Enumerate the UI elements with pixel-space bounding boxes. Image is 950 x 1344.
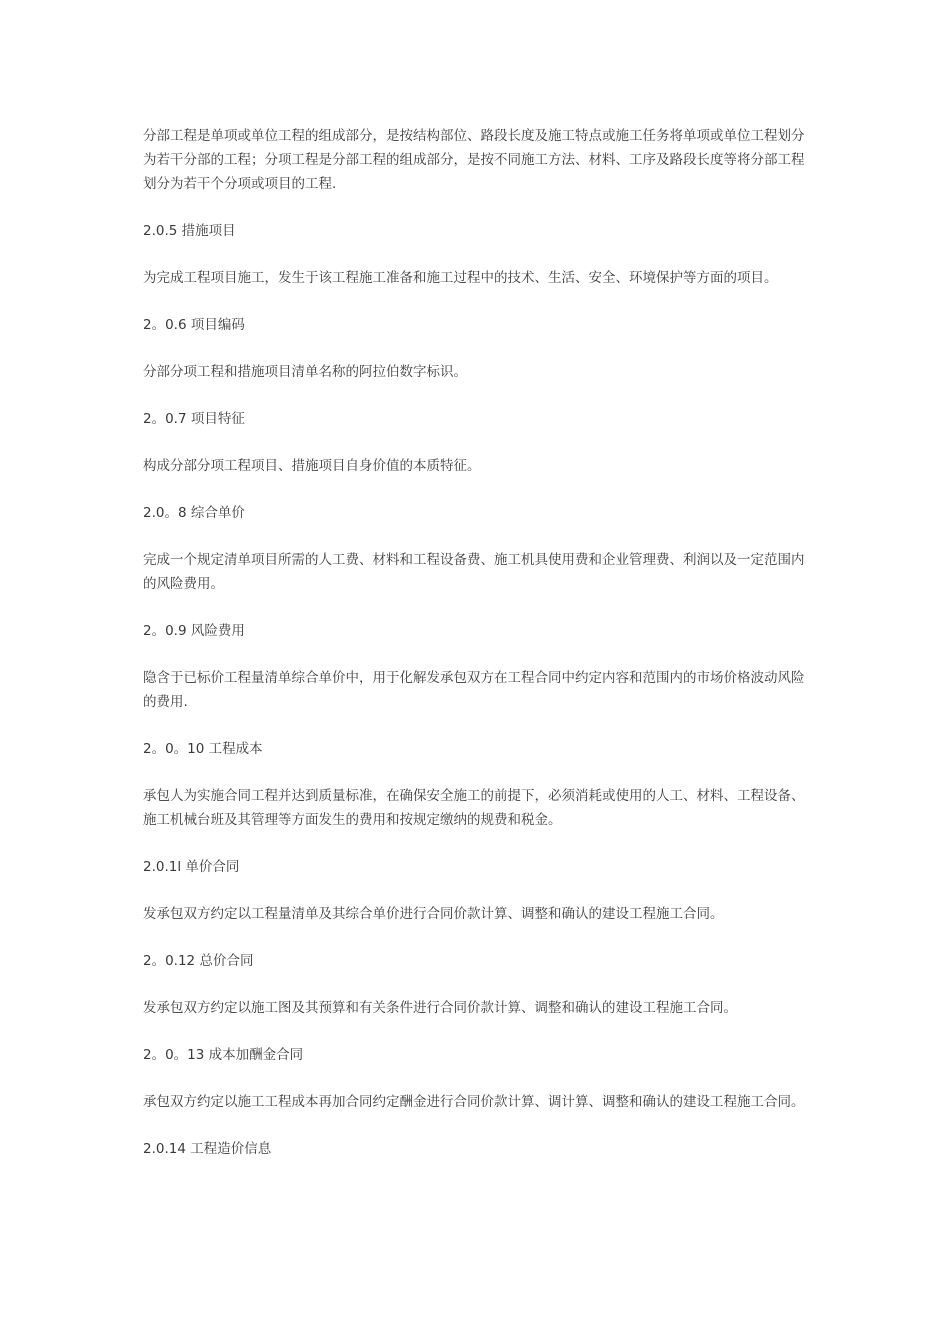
section-heading-2-0-9: 2。0.9 风险费用 [143,623,245,639]
section-heading-2-0-12: 2。0.12 总价合同 [143,953,254,969]
section-heading-2-0-7: 2。0.7 项目特征 [143,411,245,427]
section-heading-2-0-13: 2。0。13 成本加酬金合同 [143,1047,304,1063]
paragraph-item-code: 分部分项工程和措施项目清单名称的阿拉伯数字标识。 [143,364,467,380]
section-heading-2-0-6: 2。0.6 项目编码 [143,317,245,333]
document-body [143,124,815,1184]
paragraph-lump-sum-contract: 发承包双方约定以施工图及其预算和有关条件进行合同价款计算、调整和确认的建设工程施工合同。 [143,1000,737,1016]
paragraph-measure-items: 为完成工程项目施工，发生于该工程施工准备和施工过程中的技术、生活、安全、环境保护等方面的项目。 [143,270,778,286]
paragraph-item-features: 构成分部分项工程项目、措施项目自身价值的本质特征。 [143,458,481,474]
section-heading-2-0-11: 2.0.1l 单价合同 [143,859,240,875]
paragraph-cost-plus-contract: 承包双方约定以施工工程成本再加合同约定酬金进行合同价款计算、调计算、调整和确认的建设工程施工合同。 [143,1094,805,1110]
paragraph-risk-cost: 隐含于已标价工程量清单综合单价中，用于化解发承包双方在工程合同中约定内容和范围内的市场价格波动风险的费用. [143,670,805,710]
paragraph-composite-unit-price: 完成一个规定清单项目所需的人工费、材料和工程设备费、施工机具使用费和企业管理费、利润以及一定范围内的风险费用。 [143,552,805,592]
paragraph-sub-divisional-works: 分部工程是单项或单位工程的组成部分，是按结构部位、路段长度及施工特点或施工任务将单项或单位工程划分为若干分部的工程；分项工程是分部工程的组成部分，是按不同施工方法、材料、工序及路段长度等将分部工程划分为若干个分项或项目的工程. [143,128,805,192]
section-heading-2-0-14: 2.0.14 工程造价信息 [143,1141,272,1157]
section-heading-2-0-8: 2.0。8 综合单价 [143,505,245,521]
paragraph-engineering-cost: 承包人为实施合同工程并达到质量标准，在确保安全施工的前提下，必须消耗或使用的人工、材料、工程设备、施工机械台班及其管理等方面发生的费用和按规定缴纳的规费和税金。 [143,788,805,828]
section-heading-2-0-10: 2。0。10 工程成本 [143,741,263,757]
section-heading-2-0-5: 2.0.5 措施项目 [143,223,236,239]
paragraph-unit-price-contract: 发承包双方约定以工程量清单及其综合单价进行合同价款计算、调整和确认的建设工程施工合同。 [143,906,724,922]
